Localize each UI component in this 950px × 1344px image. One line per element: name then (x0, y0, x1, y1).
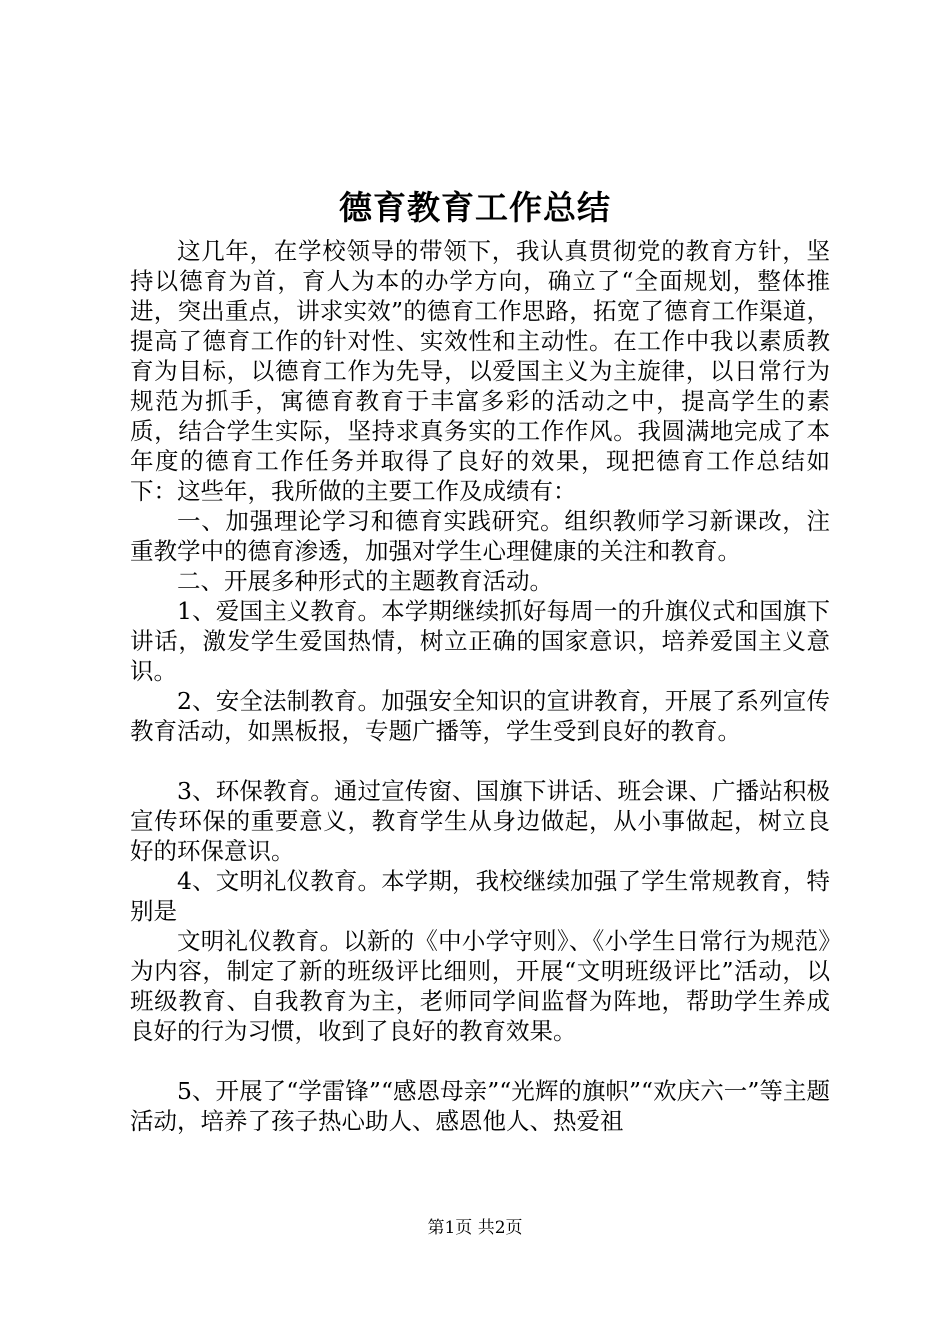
paragraph-item-5: 5、开展了“学雷锋”“感恩母亲”“光辉的旗帜”“欢庆六一”等主题活动，培养了孩子热心助人、感恩他人、热爱祖 (130, 1077, 830, 1135)
document-body (130, 236, 830, 1136)
document-title: 德育教育工作总结 (339, 188, 611, 227)
paragraph-intro: 这几年，在学校领导的带领下，我认真贯彻党的教育方针，坚持以德育为首，育人为本的办学方向，确立了“全面规划，整体推进，突出重点，讲求实效”的德育工作思路，拓宽了德育工作渠道，提高了德育工作的针对性、实效性和主动性。在工作中我以素质教育为目标，以德育工作为先导，以爱国主义为主旋律，以日常行为规范为抓手，寓德育教育于丰富多彩的活动之中，提高学生的素质，结合学生实际，坚持求真务实的工作作风。我圆满地完成了本年度的德育工作任务并取得了良好的效果，现把德育工作总结如下：这些年，我所做的主要工作及成绩有： (130, 237, 830, 505)
paragraph-item-4-continued: 文明礼仪教育。以新的《中小学守则》、《小学生日常行为规范》为内容，制定了新的班级评比细则，开展“文明班级评比”活动，以班级教育、自我教育为主，老师同学间监督为阵地，帮助学生养成良好的行为习惯，收到了良好的教育效果。 (130, 927, 830, 1045)
paragraph-item-4: 4、文明礼仪教育。本学期，我校继续加强了学生常规教育，特别是 (130, 867, 830, 925)
paragraph-section-2: 二、开展多种形式的主题教育活动。 (177, 567, 553, 595)
paragraph-section-1: 一、加强理论学习和德育实践研究。组织教师学习新课改，注重教学中的德育渗透，加强对学生心理健康的关注和教育。 (130, 507, 830, 565)
paragraph-item-1: 1、爱国主义教育。本学期继续抓好每周一的升旗仪式和国旗下讲话，激发学生爱国热情，树立正确的国家意识，培养爱国主义意识。 (130, 597, 830, 685)
paragraph-item-2: 2、安全法制教育。加强安全知识的宣讲教育，开展了系列宣传教育活动，如黑板报，专题广播等，学生受到良好的教育。 (130, 687, 830, 745)
paragraph-item-3: 3、环保教育。通过宣传窗、国旗下讲话、班会课、广播站积极宣传环保的重要意义，教育学生从身边做起，从小事做起，树立良好的环保意识。 (130, 777, 830, 865)
page-footer: 第1页 共2页 (427, 1218, 523, 1238)
